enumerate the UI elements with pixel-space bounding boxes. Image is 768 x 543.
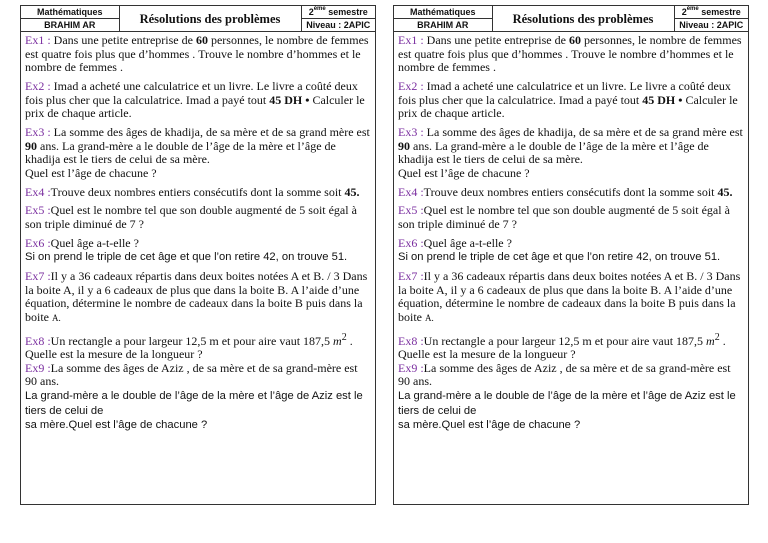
worksheet-right	[393, 5, 749, 505]
exercise-5: Ex5 :Quel est le nombre tel que son double augmenté de 5 soit égal à son triple diminué de 7 ?	[398, 203, 730, 231]
author-label: BRAHIM AR	[21, 19, 119, 32]
level-label: Niveau : 2APIC	[301, 19, 375, 32]
exercise-9: Ex9 :La somme des âges de Aziz , de sa mère et de sa grand-mère est 90 ans. La grand-mère a le double de l’âge de la mère et l’âge de Aziz est le tiers de celui de sa mère.Quel est l’âge de chacune ?	[25, 360, 363, 432]
exercise-2: Ex2 : Imad a acheté une calculatrice et un livre. Le livre a coûté deux fois plus cher que la calculatrice. Imad a payé tout 45 DH • Calculer le prix de chaque article.	[398, 78, 738, 121]
exercise-3: Ex3 : La somme des âges de khadija, de sa mère et de sa grand mère est 90 ans. La grand-mère a le double de l’âge de la mère et l’âge de khadija est le tiers de celui de sa mère. Quel est l’âge de chacune ?	[25, 124, 370, 180]
exercise-list	[21, 32, 375, 433]
header-table	[21, 6, 375, 32]
semester-label: 2ème semestre	[674, 6, 748, 19]
exercise-5: Ex5 :Quel est le nombre tel que son double augmenté de 5 soit égal à son triple diminué de 7 ?	[25, 203, 357, 231]
semester-label: 2ème semestre	[301, 6, 375, 19]
exercise-4: Ex4 :Trouve deux nombres entiers consécutifs dont la somme soit 45.	[398, 184, 733, 199]
header-table	[394, 6, 748, 32]
exercise-6: Ex6 :Quel âge a-t-elle ? Si on prend le triple de cet âge et que l’on retire 42, on trouve 51.	[398, 235, 721, 264]
exercise-1: Ex1 : Dans une petite entreprise de 60 personnes, le nombre de femmes est quatre fois plus que d’hommes . Trouve le nombre d’hommes et le nombre de femmes .	[25, 33, 369, 75]
exercise-3: Ex3 : La somme des âges de khadija, de sa mère et de sa grand mère est 90 ans. La grand-mère a le double de l’âge de la mère et l’âge de khadija est le tiers de celui de sa mère. Quel est l’âge de chacune ?	[398, 124, 743, 180]
exercise-list	[394, 32, 748, 433]
exercise-7: Ex7 :Il y a 36 cadeaux répartis dans deux boites notées A et B. / 3 Dans la boite A, il y a 6 cadeaux de plus que dans la boite B. A l’aide d’une équation, détermine le nombre de cadeaux dans la boite B puis dans la boite A.	[25, 269, 368, 324]
exercise-2: Ex2 : Imad a acheté une calculatrice et un livre. Le livre a coûté deux fois plus cher que la calculatrice. Imad a payé tout 45 DH • Calculer le prix de chaque article.	[25, 78, 365, 121]
author-label: BRAHIM AR	[394, 19, 492, 32]
worksheet-title: Résolutions des problèmes	[119, 6, 301, 32]
worksheet-left	[20, 5, 376, 505]
exercise-6: Ex6 :Quel âge a-t-elle ? Si on prend le triple de cet âge et que l’on retire 42, on trouve 51.	[25, 235, 348, 264]
exercise-9: Ex9 :La somme des âges de Aziz , de sa mère et de sa grand-mère est 90 ans. La grand-mère a le double de l’âge de la mère et l’âge de Aziz est le tiers de celui de sa mère.Quel est l’âge de chacune ?	[398, 360, 736, 432]
exercise-8: Ex8 :Un rectangle a pour largeur 12,5 m et pour aire vaut 187,5 $m^2$ . Quelle est la mesure de la longueur ?	[25, 331, 353, 362]
exercise-4: Ex4 :Trouve deux nombres entiers consécutifs dont la somme soit 45.	[25, 184, 360, 199]
level-label: Niveau : 2APIC	[674, 19, 748, 32]
exercise-8: Ex8 :Un rectangle a pour largeur 12,5 m et pour aire vaut 187,5 $m^2$ . Quelle est la mesure de la longueur ?	[398, 331, 726, 362]
subject-label: Mathématiques	[21, 6, 119, 19]
exercise-1: Ex1 : Dans une petite entreprise de 60 personnes, le nombre de femmes est quatre fois plus que d’hommes . Trouve le nombre d’hommes et le nombre de femmes .	[398, 33, 742, 75]
worksheet-title: Résolutions des problèmes	[492, 6, 674, 32]
subject-label: Mathématiques	[394, 6, 492, 19]
exercise-7: Ex7 :Il y a 36 cadeaux répartis dans deux boites notées A et B. / 3 Dans la boite A, il y a 6 cadeaux de plus que dans la boite B. A l’aide d’une équation, détermine le nombre de cadeaux dans la boite B puis dans la boite A.	[398, 269, 741, 324]
